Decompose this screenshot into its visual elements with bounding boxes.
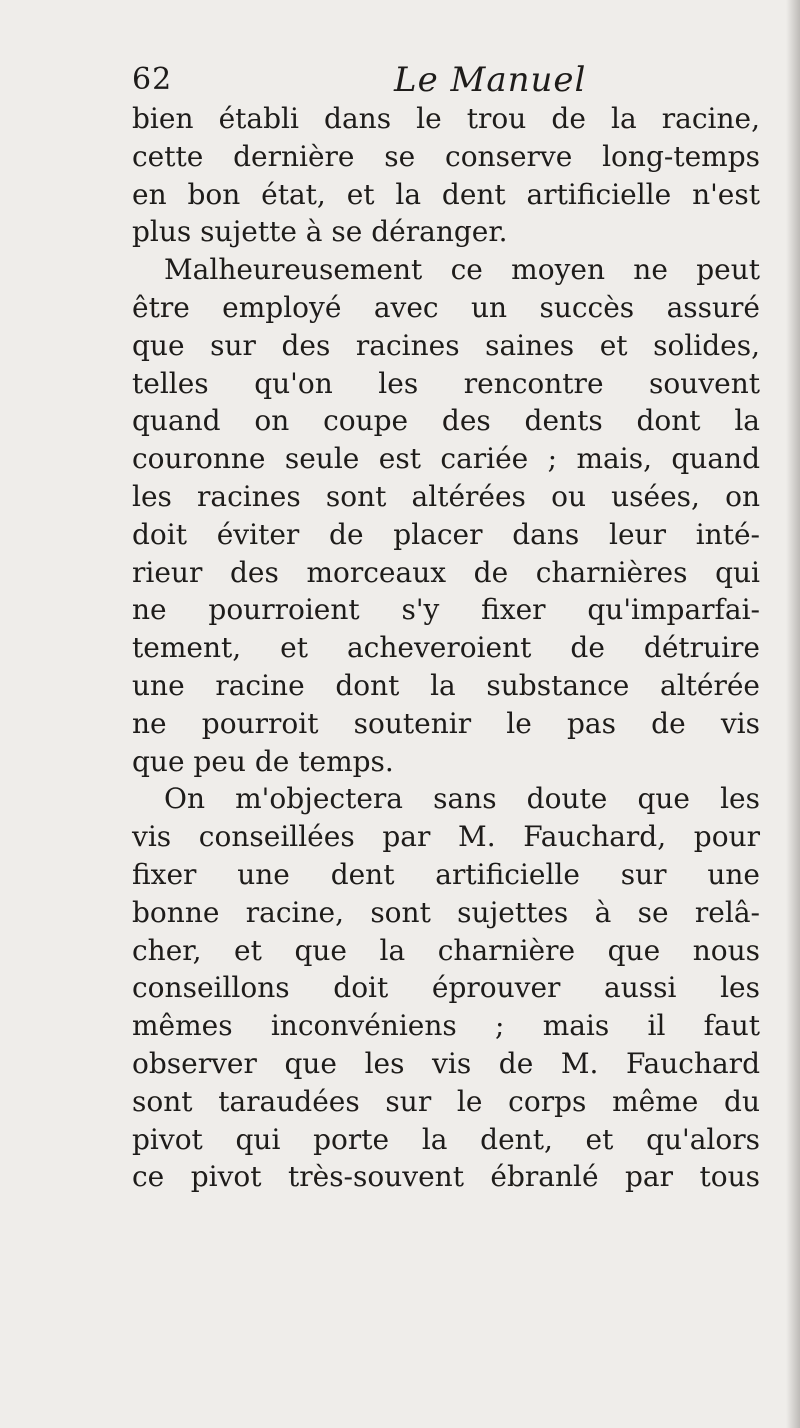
text-line: que sur des racines saines et solides, — [132, 328, 760, 362]
text-line: conseillons doit éprouver aussi les — [132, 971, 760, 1005]
text-line: telles qu'on les rencontre souvent — [132, 366, 760, 400]
page-header — [132, 60, 762, 104]
text-line: ne pourroient s'y fixer qu'imparfai- — [132, 593, 760, 627]
text-line: en bon état, et la dent artificielle n'est — [132, 177, 760, 211]
text-line: On m'objectera sans doute que les — [164, 782, 760, 816]
text-line: rieur des morceaux de charnières qui — [132, 555, 760, 589]
text-line: que peu de temps. — [132, 744, 394, 778]
text-line: quand on coupe des dents dont la — [132, 404, 760, 438]
text-line: bien établi dans le trou de la racine, — [132, 102, 760, 135]
text-line: les racines sont altérées ou usées, on — [132, 479, 760, 513]
text-line: doit éviter de placer dans leur inté- — [132, 517, 760, 551]
text-line: observer que les vis de M. Fauchard — [132, 1046, 760, 1080]
text-line: une racine dont la substance altérée — [132, 668, 760, 702]
text-line: couronne seule est cariée ; mais, quand — [132, 442, 760, 476]
text-line: sont taraudées sur le corps même du — [132, 1084, 760, 1118]
text-line: cher, et que la charnière que nous — [132, 933, 760, 967]
text-line: fixer une dent artificielle sur une — [132, 857, 760, 891]
text-line: être employé avec un succès assuré — [132, 290, 760, 324]
text-line: vis conseillées par M. Fauchard, pour — [132, 820, 760, 854]
page-number: 62 — [132, 62, 173, 97]
text-line: ce pivot très-souvent ébranlé par tous — [132, 1160, 760, 1194]
body-text — [132, 100, 760, 1196]
text-line: tement, et acheveroient de détruire — [132, 631, 760, 665]
running-title: Le Manuel — [394, 60, 587, 100]
text-line: Malheureusement ce moyen ne peut — [164, 253, 760, 287]
page-edge-shadow — [786, 0, 800, 1428]
text-line: bonne racine, sont sujettes à se relâ- — [132, 895, 760, 929]
text-line: pivot qui porte la dent, et qu'alors — [132, 1122, 760, 1156]
text-line: mêmes inconvéniens ; mais il faut — [132, 1009, 760, 1043]
text-line: plus sujette à se déranger. — [132, 215, 508, 249]
text-line: ne pourroit soutenir le pas de vis — [132, 706, 760, 740]
text-line: cette dernière se conserve long-temps — [132, 139, 760, 173]
